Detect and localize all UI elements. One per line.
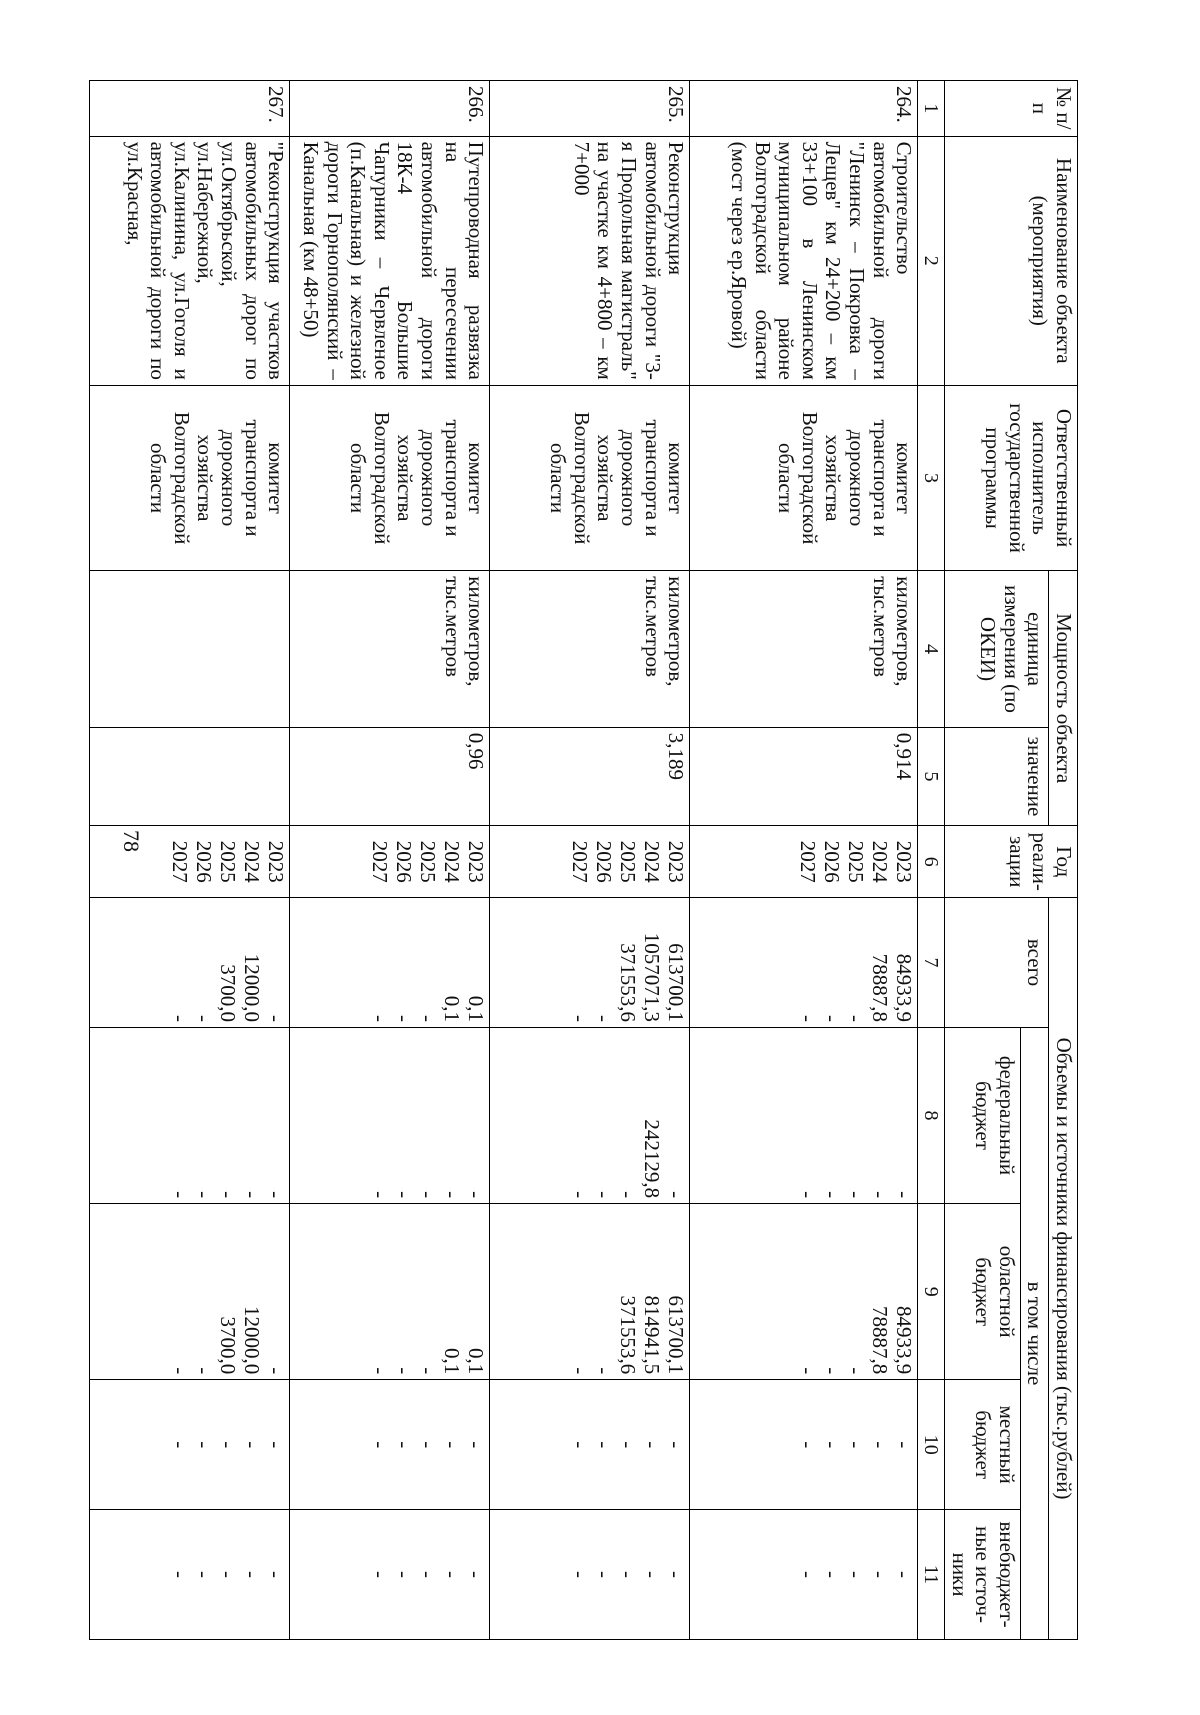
federal-list-value: - (392, 1191, 417, 1199)
extra-list-value: - (240, 1571, 265, 1579)
regional-list-value: - (392, 1367, 417, 1375)
row-number: 264. (690, 81, 918, 137)
federal-list-value: - (820, 1191, 845, 1199)
regional-list-value: - (416, 1367, 441, 1375)
extra-list-value: - (168, 1571, 193, 1579)
header-extra: внебюджет-ные источ-ники (945, 1510, 1021, 1640)
financing-table (89, 80, 1078, 1640)
page-number: 78 (119, 830, 144, 852)
local-list-value: - (664, 1441, 689, 1449)
row-number: 265. (490, 81, 690, 137)
local-list-value: - (844, 1441, 869, 1449)
year-list-value: 2027 (168, 840, 193, 883)
regional-list-value: 3700,0 (216, 1316, 241, 1375)
regional-list (690, 1204, 918, 1380)
extra-list-value: - (416, 1571, 441, 1579)
extra-list-value: - (368, 1571, 393, 1579)
total-list (90, 898, 290, 1028)
extra-list (490, 1510, 690, 1640)
capacity-value: 3,189 (490, 727, 690, 826)
table-row (290, 81, 490, 1640)
extra-list-value: - (392, 1571, 417, 1579)
total-list (490, 898, 690, 1028)
extra-list-value: - (440, 1571, 465, 1579)
extra-list-value: - (616, 1571, 641, 1579)
year-list-value: 2024 (440, 840, 465, 883)
year-list-value: 2023 (264, 840, 289, 883)
header-unit: единица измерения (по ОКЕИ) (945, 571, 1049, 727)
regional-list (290, 1204, 490, 1380)
year-list-value: 2026 (392, 840, 417, 883)
responsible-executor: комитет транспорта и дорожного хозяйства Волгоградской области (290, 385, 490, 570)
year-list (690, 826, 918, 898)
federal-list-value: - (368, 1191, 393, 1199)
header-capacity: Мощность объекта (1049, 571, 1078, 826)
year-list-value: 2025 (416, 840, 441, 883)
total-list-value: - (392, 1014, 417, 1022)
regional-list-value: 84933,9 (892, 1306, 917, 1375)
year-list-value: 2026 (820, 840, 845, 883)
object-name: Реконструкция автомобильной дороги "3-я Продольная магистраль" на участке км 4+800 – км 7+000 (490, 136, 690, 385)
federal-list-value: - (892, 1191, 917, 1199)
local-list-value: - (640, 1441, 665, 1449)
table-row (690, 81, 918, 1640)
local-list-value: - (216, 1441, 241, 1449)
total-list-value: 1057071,3 (640, 932, 665, 1022)
regional-list-value: 371553,6 (616, 1295, 641, 1375)
federal-list-value: - (416, 1191, 441, 1199)
total-list-value: 371553,6 (616, 943, 641, 1022)
local-list-value: - (868, 1441, 893, 1449)
column-number: 9 (918, 1204, 945, 1380)
extra-list-value: - (868, 1571, 893, 1579)
federal-list (690, 1027, 918, 1203)
extra-list-value: - (820, 1571, 845, 1579)
capacity-unit: километров, тыс.метров (690, 571, 918, 727)
extra-list-value: - (892, 1571, 917, 1579)
federal-list (290, 1027, 490, 1203)
header-financing: Объемы и источники финансирования (тыс.рублей) (1049, 898, 1078, 1640)
year-list (290, 826, 490, 898)
row-number: 267. (90, 81, 290, 137)
federal-list-value: - (240, 1191, 265, 1199)
federal-list-value: - (440, 1191, 465, 1199)
row-number: 266. (290, 81, 490, 137)
regional-list-value: - (844, 1367, 869, 1375)
regional-list-value: - (168, 1367, 193, 1375)
federal-list-value: - (568, 1191, 593, 1199)
regional-list-value: - (264, 1367, 289, 1375)
header-no: № п/п (945, 81, 1078, 137)
total-list-value: - (416, 1014, 441, 1022)
regional-list (490, 1204, 690, 1380)
local-list-value: - (892, 1441, 917, 1449)
responsible-executor: комитет транспорта и дорожного хозяйства Волгоградской области (90, 385, 290, 570)
local-list (690, 1380, 918, 1510)
regional-list-value: - (568, 1367, 593, 1375)
total-list-value: - (192, 1014, 217, 1022)
total-list-value: 613700,1 (664, 943, 689, 1022)
regional-list-value: 78887,8 (868, 1306, 893, 1375)
year-list (90, 826, 290, 898)
extra-list-value: - (216, 1571, 241, 1579)
object-name: Путепроводная развязка на пересечении автомобильной дороги 18К-4 Большие Чапурники – Червленое (п.Канальная) и железной дороги Горнополянский – Канальная (км 48+50) (290, 136, 490, 385)
column-number: 4 (918, 571, 945, 727)
year-list-value: 2027 (368, 840, 393, 883)
local-list-value: - (820, 1441, 845, 1449)
responsible-executor: комитет транспорта и дорожного хозяйства Волгоградской области (690, 385, 918, 570)
extra-list-value: - (844, 1571, 869, 1579)
total-list-value: 84933,9 (892, 953, 917, 1022)
year-list-value: 2025 (616, 840, 641, 883)
regional-list-value: - (592, 1367, 617, 1375)
local-list-value: - (440, 1441, 465, 1449)
column-number: 5 (918, 727, 945, 826)
local-list-value: - (416, 1441, 441, 1449)
object-name: "Реконструкция участков автомобильных дорог по ул.Октябрьской, ул.Набережной, ул.Калинина, ул.Гоголя и автомобильной дороги по ул.Красная, (90, 136, 290, 385)
year-list-value: 2023 (664, 840, 689, 883)
header-executor: Ответственный исполнитель государственной программы (945, 385, 1078, 570)
regional-list-value: 814941,5 (640, 1295, 665, 1375)
table-row (490, 81, 690, 1640)
total-list-value: - (844, 1014, 869, 1022)
federal-list-value: - (192, 1191, 217, 1199)
extra-list-value: - (264, 1571, 289, 1579)
total-list-value: 78887,8 (868, 953, 893, 1022)
year-list-value: 2025 (844, 840, 869, 883)
total-list-value: 3700,0 (216, 964, 241, 1022)
column-number: 6 (918, 826, 945, 898)
total-list-value: 0,1 (464, 995, 489, 1022)
local-list-value: - (392, 1441, 417, 1449)
total-list-value: - (168, 1014, 193, 1022)
year-list-value: 2027 (796, 840, 821, 883)
column-number-row (918, 81, 945, 1640)
column-number: 3 (918, 385, 945, 570)
federal-list-value: - (264, 1191, 289, 1199)
federal-list-value: - (844, 1191, 869, 1199)
capacity-unit: километров, тыс.метров (290, 571, 490, 727)
regional-list (90, 1204, 290, 1380)
responsible-executor: комитет транспорта и дорожного хозяйства Волгоградской области (490, 385, 690, 570)
federal-list-value: - (464, 1191, 489, 1199)
extra-list (690, 1510, 918, 1640)
federal-list (490, 1027, 690, 1203)
header-federal: федеральный бюджет (945, 1027, 1021, 1203)
federal-list-value: - (796, 1191, 821, 1199)
header-regional: областной бюджет (945, 1204, 1021, 1380)
header-year: Год реали-зации (945, 826, 1078, 898)
regional-list-value: 12000,0 (240, 1306, 265, 1375)
regional-list-value: - (820, 1367, 845, 1375)
capacity-value (90, 727, 290, 826)
column-number: 1 (918, 81, 945, 137)
regional-list-value: 0,1 (440, 1348, 465, 1375)
total-list (290, 898, 490, 1028)
total-list-value: - (592, 1014, 617, 1022)
local-list-value: - (368, 1441, 393, 1449)
header-total: всего (945, 898, 1049, 1028)
column-number: 7 (918, 898, 945, 1028)
local-list (490, 1380, 690, 1510)
federal-list-value: - (592, 1191, 617, 1199)
federal-list-value: - (168, 1191, 193, 1199)
header-name: Наименование объекта (мероприятия) (945, 136, 1078, 385)
total-list-value: 0,1 (440, 995, 465, 1022)
column-number: 11 (918, 1510, 945, 1640)
year-list-value: 2023 (464, 840, 489, 883)
local-list (290, 1380, 490, 1510)
regional-list-value: - (368, 1367, 393, 1375)
header-value: значение (945, 727, 1049, 826)
extra-list-value: - (640, 1571, 665, 1579)
table-row (90, 81, 290, 1640)
year-list-value: 2024 (240, 840, 265, 883)
total-list-value: - (264, 1014, 289, 1022)
total-list-value: - (368, 1014, 393, 1022)
capacity-unit: километров, тыс.метров (490, 571, 690, 727)
total-list-value: - (796, 1014, 821, 1022)
local-list (90, 1380, 290, 1510)
extra-list (90, 1510, 290, 1640)
year-list-value: 2026 (192, 840, 217, 883)
year-list (490, 826, 690, 898)
federal-list-value: - (664, 1191, 689, 1199)
header-local: местный бюджет (945, 1380, 1021, 1510)
total-list-value: - (820, 1014, 845, 1022)
year-list-value: 2024 (868, 840, 893, 883)
header-including: в том числе (1020, 1027, 1049, 1639)
column-number: 2 (918, 136, 945, 385)
table-body (90, 81, 918, 1640)
local-list-value: - (568, 1441, 593, 1449)
federal-list-value: - (216, 1191, 241, 1199)
rotated-table-container (122, 80, 1078, 1640)
local-list-value: - (464, 1441, 489, 1449)
extra-list-value: - (592, 1571, 617, 1579)
regional-list-value: 0,1 (464, 1348, 489, 1375)
local-list-value: - (240, 1441, 265, 1449)
extra-list-value: - (664, 1571, 689, 1579)
year-list-value: 2023 (892, 840, 917, 883)
object-name: Строительство автомобильной дороги "Ленинск – Покровка – Лещев" км 24+200 – км 33+100 в Ленинском муниципальном районе Волгоградской области (мост через ер.Яровой) (690, 136, 918, 385)
capacity-unit (90, 571, 290, 727)
local-list-value: - (168, 1441, 193, 1449)
regional-list-value: 613700,1 (664, 1295, 689, 1375)
federal-list-value: - (868, 1191, 893, 1199)
year-list-value: 2025 (216, 840, 241, 883)
regional-list-value: - (192, 1367, 217, 1375)
extra-list-value: - (192, 1571, 217, 1579)
extra-list-value: - (796, 1571, 821, 1579)
year-list-value: 2027 (568, 840, 593, 883)
federal-list (90, 1027, 290, 1203)
total-list-value: 12000,0 (240, 953, 265, 1022)
total-list-value: - (568, 1014, 593, 1022)
local-list-value: - (264, 1441, 289, 1449)
federal-list-value: 242129,8 (640, 1119, 665, 1199)
extra-list-value: - (464, 1571, 489, 1579)
total-list (690, 898, 918, 1028)
year-list-value: 2026 (592, 840, 617, 883)
capacity-value: 0,914 (690, 727, 918, 826)
federal-list-value: - (616, 1191, 641, 1199)
local-list-value: - (796, 1441, 821, 1449)
local-list-value: - (616, 1441, 641, 1449)
local-list-value: - (592, 1441, 617, 1449)
column-number: 8 (918, 1027, 945, 1203)
column-number: 10 (918, 1380, 945, 1510)
local-list-value: - (192, 1441, 217, 1449)
extra-list (290, 1510, 490, 1640)
extra-list-value: - (568, 1571, 593, 1579)
year-list-value: 2024 (640, 840, 665, 883)
capacity-value: 0,96 (290, 727, 490, 826)
regional-list-value: - (796, 1367, 821, 1375)
